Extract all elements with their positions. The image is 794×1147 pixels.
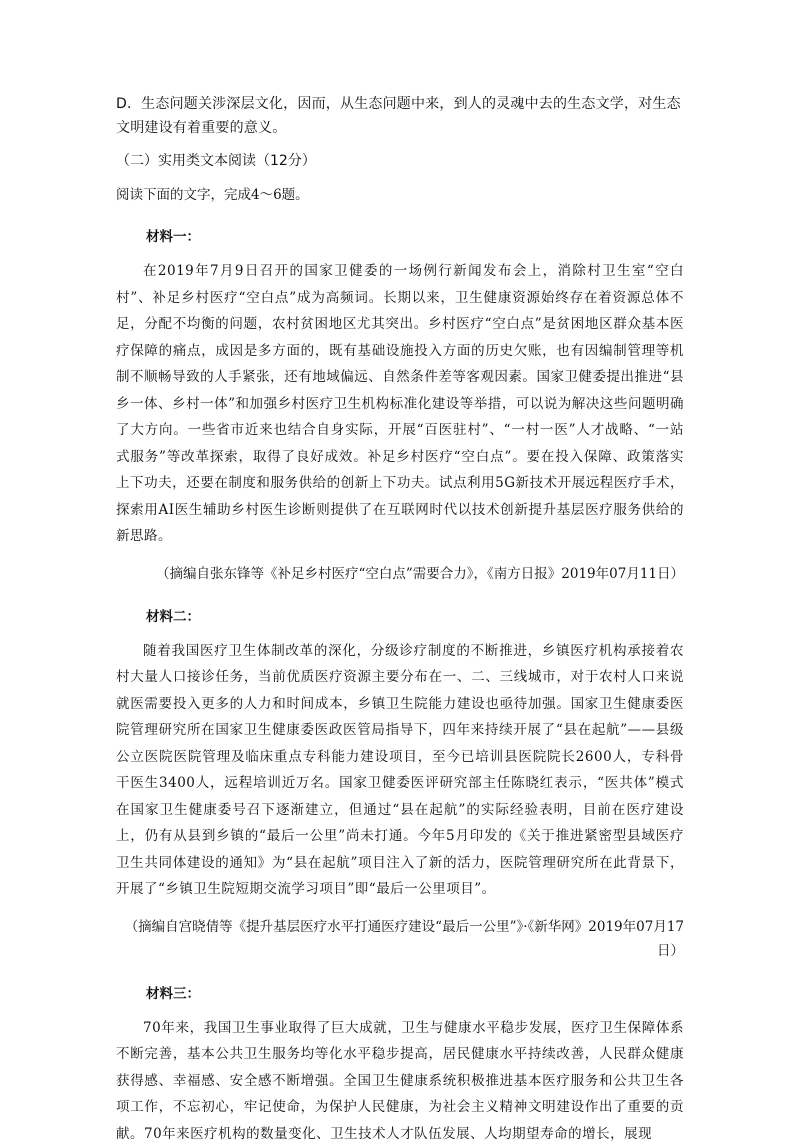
material-2 xyxy=(116,606,684,963)
section-title: （二）实用类文本阅读（12分） xyxy=(116,150,684,172)
material-3 xyxy=(116,983,684,1147)
material-body: 随着我国医疗卫生体制改革的深化，分级诊疗制度的不断推进，乡镇医疗机构承接着农村大量人口接诊任务，当前优质医疗资源主要分布在一、二、三线城市，对于农村人口来说就医需要投入更多的人力和时间成本，乡镇卫生院能力建设也亟待加强。国家卫生健康委医院管理研究所在国家卫生健康委医政医管局指导下，四年来持续开展了“县在起航”——县级公立医院医院管理及临床重点专科能力建设项目，至今已培训县医院院长2600人，专科骨干医生3400人，远程培训近万名。国家卫健委医评研究部主任陈晓红表示，“医共体”模式在国家卫生健康委号召下逐渐建立，但通过“县在起航”的实际经验表明，目前在医疗建设上，仍有从县到乡镇的“最后一公里”尚未打通。今年5月印发的《关于推进紧密型县域医疗卫生共同体建设的通知》为“县在起航”项目注入了新的活力，医院管理研究所在此背景下，开展了“乡镇卫生院短期交流学习项目”即“最后一公里项目”。 xyxy=(116,638,684,903)
material-body: 在2019年7月9日召开的国家卫健委的一场例行新闻发布会上，消除村卫生室“空白村”、补足乡村医疗“空白点”成为高频词。长期以来，卫生健康资源始终存在着资源总体不足，分配不均衡的问题，农村贫困地区尤其突出。乡村医疗“空白点”是贫困地区群众基本医疗保障的痛点，成因是多方面的，既有基础设施投入方面的历史欠账，也有因编制管理等机制不顺畅导致的人手紧张，还有地域偏远、自然条件差等客观因素。国家卫健委提出推进“县乡一体、乡村一体”和加强乡村医疗卫生机构标准化建设等举措，可以说为解决这些问题明确了大方向。一些省市近来也结合自身实际，开展“百医驻村”、“一村一医”人才战略、“一站式服务”等改革探索，取得了良好成效。补足乡村医疗“空白点”。要在投入保障、政策落实上下功夫，还要在制度和服务供给的创新上下功夫。试点利用5G新技术开展远程医疗手术，探索用AI医生辅助乡村医生诊断则提供了在互联网时代以技术创新提升基层医疗服务供给的新思路。 xyxy=(116,258,684,550)
material-body: 70年来，我国卫生事业取得了巨大成就，卫生与健康水平稳步发展，医疗卫生保障体系不断完善，基本公共卫生服务均等化水平稳步提高，居民健康水平持续改善，人民群众健康获得感、幸福感、安全感不断增强。全国卫生健康系统积极推进基本医疗服务和公共卫生各项工作，不忘初心，牢记使命，为保护人民健康，为社会主义精神文明建设作出了重要的贡献。70年来医疗机构的数量变化、卫生技术人才队伍发展、人均期望寿命的增长，展现 xyxy=(116,1015,684,1147)
material-source: （摘编自张东锋等《补足乡村医疗“空白点”需要合力》，《南方日报》2019年07月11日） xyxy=(116,562,684,586)
material-source: （摘编自宫晓倩等《提升基层医疗水平打通医疗建设“最后一公里”》·《新华网》2019年07月17日） xyxy=(116,915,684,963)
material-1 xyxy=(116,226,684,586)
instruction: 阅读下面的文字，完成4～6题。 xyxy=(116,184,684,206)
material-label: 材料一： xyxy=(116,226,684,248)
material-label: 材料三： xyxy=(116,983,684,1005)
option-d: D．生态问题关涉深层文化，因而，从生态问题中来，到人的灵魂中去的生态文学，对生态文明建设有着重要的意义。 xyxy=(116,92,684,140)
material-label: 材料二： xyxy=(116,606,684,628)
